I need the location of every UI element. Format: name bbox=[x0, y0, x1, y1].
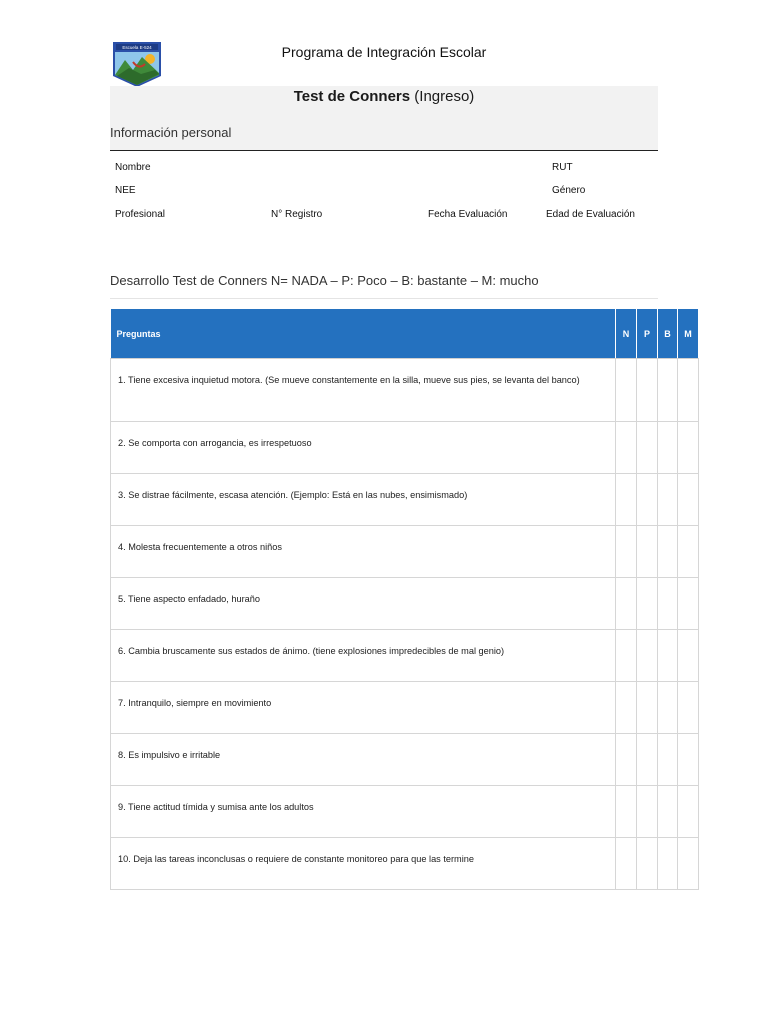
test-title bbox=[110, 88, 658, 105]
svg-text:Escuela E-524: Escuela E-524 bbox=[122, 45, 152, 50]
question-text: 3. Se distrae fácilmente, escasa atención. (Ejemplo: Está en las nubes, ensimismado) bbox=[111, 474, 616, 526]
question-text: 2. Se comporta con arrogancia, es irrespetuoso bbox=[111, 422, 616, 474]
header-m: M bbox=[678, 309, 699, 359]
answer-cell-p[interactable] bbox=[637, 734, 658, 786]
answer-cell-b[interactable] bbox=[658, 526, 678, 578]
answer-cell-b[interactable] bbox=[658, 734, 678, 786]
answer-cell-m[interactable] bbox=[678, 359, 699, 422]
table-row bbox=[111, 838, 699, 890]
header-band bbox=[110, 86, 658, 151]
answer-cell-n[interactable] bbox=[616, 474, 637, 526]
question-text: 6. Cambia bruscamente sus estados de ánimo. (tiene explosiones impredecibles de mal genio) bbox=[111, 630, 616, 682]
answer-cell-m[interactable] bbox=[678, 786, 699, 838]
question-text: 8. Es impulsivo e irritable bbox=[111, 734, 616, 786]
answer-cell-b[interactable] bbox=[658, 682, 678, 734]
answer-cell-m[interactable] bbox=[678, 422, 699, 474]
personal-info-title: Información personal bbox=[110, 125, 232, 140]
development-title: Desarrollo Test de Conners N= NADA – P: Poco – B: bastante – M: mucho bbox=[110, 273, 539, 288]
answer-cell-b[interactable] bbox=[658, 474, 678, 526]
field-genero: Género bbox=[552, 185, 586, 196]
table-row bbox=[111, 578, 699, 630]
divider bbox=[110, 298, 658, 299]
answer-cell-n[interactable] bbox=[616, 526, 637, 578]
answer-cell-b[interactable] bbox=[658, 422, 678, 474]
answer-cell-m[interactable] bbox=[678, 630, 699, 682]
answer-cell-p[interactable] bbox=[637, 838, 658, 890]
answer-cell-b[interactable] bbox=[658, 630, 678, 682]
answer-cell-b[interactable] bbox=[658, 786, 678, 838]
header-b: B bbox=[658, 309, 678, 359]
questions-table bbox=[110, 309, 699, 890]
answer-cell-p[interactable] bbox=[637, 526, 658, 578]
header-p: P bbox=[637, 309, 658, 359]
table-row bbox=[111, 786, 699, 838]
answer-cell-p[interactable] bbox=[637, 682, 658, 734]
answer-cell-p[interactable] bbox=[637, 359, 658, 422]
answer-cell-m[interactable] bbox=[678, 682, 699, 734]
table-row bbox=[111, 359, 699, 422]
program-title: Programa de Integración Escolar bbox=[281, 44, 487, 60]
answer-cell-n[interactable] bbox=[616, 630, 637, 682]
table-row bbox=[111, 630, 699, 682]
question-text: 4. Molesta frecuentemente a otros niños bbox=[111, 526, 616, 578]
answer-cell-m[interactable] bbox=[678, 578, 699, 630]
answer-cell-m[interactable] bbox=[678, 474, 699, 526]
field-profesional: Profesional bbox=[115, 209, 166, 220]
field-registro: N° Registro bbox=[271, 209, 323, 220]
answer-cell-n[interactable] bbox=[616, 682, 637, 734]
answer-cell-n[interactable] bbox=[616, 786, 637, 838]
table-row bbox=[111, 734, 699, 786]
answer-cell-p[interactable] bbox=[637, 578, 658, 630]
question-text: 9. Tiene actitud tímida y sumisa ante los adultos bbox=[111, 786, 616, 838]
table-header-row bbox=[111, 309, 699, 359]
table-row bbox=[111, 682, 699, 734]
field-nee: NEE bbox=[115, 185, 136, 196]
test-title-suffix: (Ingreso) bbox=[410, 88, 475, 105]
answer-cell-p[interactable] bbox=[637, 786, 658, 838]
answer-cell-n[interactable] bbox=[616, 734, 637, 786]
answer-cell-b[interactable] bbox=[658, 838, 678, 890]
answer-cell-n[interactable] bbox=[616, 578, 637, 630]
header-preguntas: Preguntas bbox=[111, 309, 616, 359]
answer-cell-p[interactable] bbox=[637, 630, 658, 682]
answer-cell-m[interactable] bbox=[678, 734, 699, 786]
question-text: 10. Deja las tareas inconclusas o requiere de constante monitoreo para que las termine bbox=[111, 838, 616, 890]
table-row bbox=[111, 474, 699, 526]
table-row bbox=[111, 526, 699, 578]
answer-cell-n[interactable] bbox=[616, 359, 637, 422]
field-nombre: Nombre bbox=[115, 162, 151, 173]
answer-cell-b[interactable] bbox=[658, 359, 678, 422]
test-title-bold: Test de Conners bbox=[293, 88, 411, 105]
field-fecha-evaluacion: Fecha Evaluación bbox=[428, 209, 508, 220]
answer-cell-p[interactable] bbox=[637, 474, 658, 526]
question-text: 5. Tiene aspecto enfadado, huraño bbox=[111, 578, 616, 630]
answer-cell-m[interactable] bbox=[678, 526, 699, 578]
answer-cell-b[interactable] bbox=[658, 578, 678, 630]
answer-cell-p[interactable] bbox=[637, 422, 658, 474]
question-text: 1. Tiene excesiva inquietud motora. (Se mueve constantemente en la silla, mueve sus pies, se levanta del banco) bbox=[111, 359, 616, 422]
answer-cell-m[interactable] bbox=[678, 838, 699, 890]
answer-cell-n[interactable] bbox=[616, 838, 637, 890]
field-rut: RUT bbox=[552, 162, 573, 173]
field-edad-evaluacion: Edad de Evaluación bbox=[546, 209, 635, 220]
table-row bbox=[111, 422, 699, 474]
answer-cell-n[interactable] bbox=[616, 422, 637, 474]
header-n: N bbox=[616, 309, 637, 359]
question-text: 7. Intranquilo, siempre en movimiento bbox=[111, 682, 616, 734]
